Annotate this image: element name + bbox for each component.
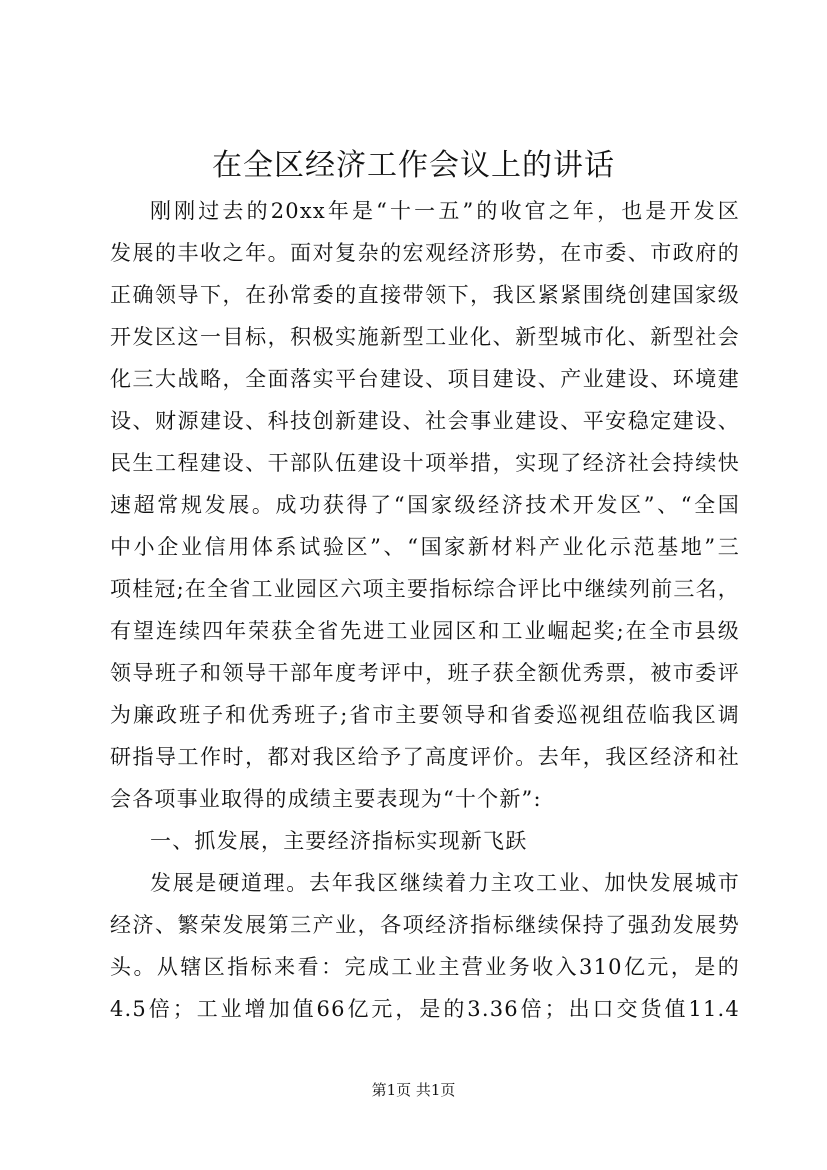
body-line: 中小企业信用体系试验区”、“国家新材料产业化示范基地”三	[110, 535, 740, 559]
body-line: 发展是硬道理。去年我区继续着力主攻工业、加快发展城市	[150, 871, 740, 895]
body-line: 领导班子和领导干部年度考评中，班子获全额优秀票，被市委评	[110, 661, 740, 685]
body-line: 研指导工作时，都对我区给予了高度评价。去年，我区经济和社	[110, 745, 740, 769]
body-line: 为廉政班子和优秀班子;省市主要领导和省委巡视组莅临我区调	[110, 703, 740, 727]
body-line: 刚刚过去的20xx年是“十一五”的收官之年，也是开发区	[150, 199, 740, 223]
body-line: 化三大战略，全面落实平台建设、项目建设、产业建设、环境建	[110, 367, 740, 391]
document-body	[110, 190, 740, 1030]
body-line: 有望连续四年荣获全省先进工业园区和工业崛起奖;在全市县级	[110, 619, 740, 643]
body-line: 设、财源建设、科技创新建设、社会事业建设、平安稳定建设、	[110, 409, 740, 433]
document-title: 在全区经济工作会议上的讲话	[212, 148, 615, 183]
body-line: 速超常规发展。成功获得了“国家级经济技术开发区”、“全国	[110, 493, 740, 517]
body-line: 民生工程建设、干部队伍建设十项举措，实现了经济社会持续快	[110, 451, 740, 475]
page-number-footer: 第1页 共1页	[371, 1081, 456, 1099]
body-line: 开发区这一目标，积极实施新型工业化、新型城市化、新型社会	[110, 325, 740, 349]
body-line: 经济、繁荣发展第三产业，各项经济指标继续保持了强劲发展势	[110, 913, 740, 937]
body-line: 发展的丰收之年。面对复杂的宏观经济形势，在市委、市政府的	[110, 241, 740, 265]
body-line: 会各项事业取得的成绩主要表现为“十个新”:	[110, 787, 542, 811]
body-line: 项桂冠;在全省工业园区六项主要指标综合评比中继续列前三名，	[110, 577, 740, 601]
body-line: 正确领导下，在孙常委的直接带领下，我区紧紧围绕创建国家级	[110, 283, 740, 307]
body-line: 头。从辖区指标来看：完成工业主营业务收入310亿元，是的	[110, 955, 740, 979]
body-line: 4.5倍；工业增加值66亿元，是的3.36倍；出口交货值11.4	[110, 997, 740, 1021]
section-heading: 一、抓发展，主要经济指标实现新飞跃	[150, 829, 528, 853]
